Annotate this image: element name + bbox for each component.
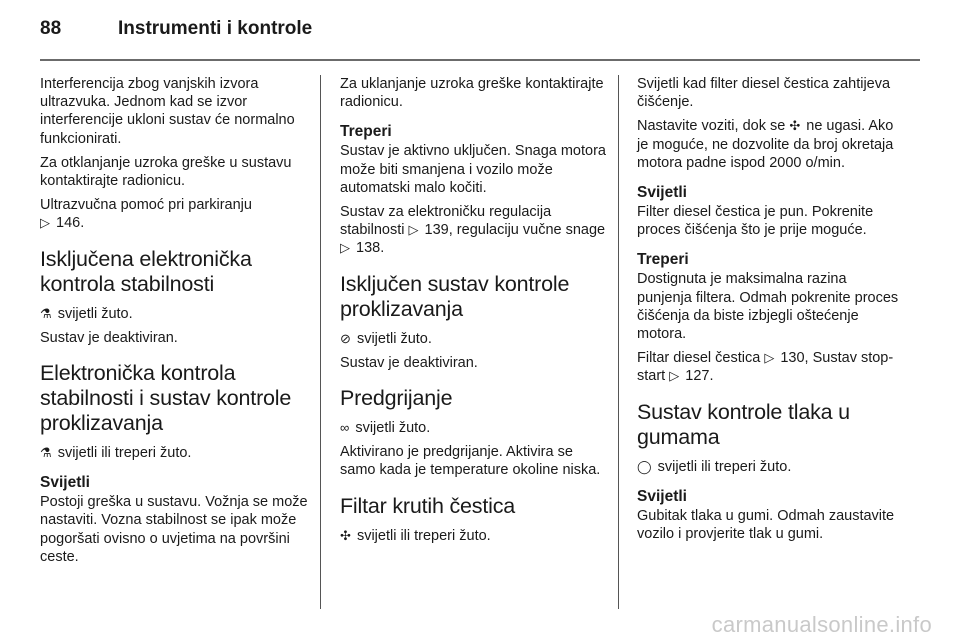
page-link-139[interactable]: 139, regulaciju vučne snage <box>424 222 606 239</box>
text: svijetli žuto. <box>57 305 133 322</box>
paragraph: Svijetli kad filter diesel čestica zahtijeva čišćenje. <box>637 76 891 111</box>
paragraph: Aktivirano je predgrijanje. Aktivira se samo kada je temperature okoline niska. <box>340 444 601 479</box>
section-heading: Filtar krutih čestica <box>340 493 516 518</box>
page-reference-icon: ▷ <box>408 222 419 238</box>
paragraph: Gubitak tlaka u gumi. Odmah zaustavite vozilo i provjerite tlak u gumi. <box>637 507 895 543</box>
page-reference-icon: ▷ <box>40 215 50 231</box>
page-reference-icon: ▷ <box>669 368 680 384</box>
paragraph: Sustav je deaktiviran. <box>340 354 478 371</box>
paragraph <box>40 305 308 323</box>
text: Nastavite voziti, dok se <box>637 118 786 135</box>
paragraph: Za uklanjanje uzroka greške kontaktirajte radionicu. <box>340 76 604 111</box>
page-link-138[interactable]: 138. <box>356 240 385 257</box>
section-heading: Elektronička kontrola stabilnosti i sustav kontrole proklizavanja <box>40 361 292 436</box>
text: svijetli ili treperi žuto. <box>57 445 192 462</box>
text: svijetli žuto. <box>356 330 432 347</box>
text: svijetli žuto. <box>355 420 431 437</box>
paragraph <box>340 203 608 258</box>
text: ne ugasi. Ako je moguće, ne dozvolite da broj okretaja motora padne ispod 2000 o/min. <box>637 118 894 171</box>
paragraph: Sustav je deaktiviran. <box>40 329 178 346</box>
column-divider-1 <box>320 75 321 609</box>
paragraph <box>40 444 308 462</box>
text: Filtar diesel čestica <box>637 350 761 367</box>
glow-plug-icon: ∞ <box>340 420 350 436</box>
watermark: carmanualsonline.info <box>711 612 932 637</box>
page-reference-icon: ▷ <box>764 350 775 366</box>
paragraph <box>340 419 608 437</box>
paragraph <box>637 117 905 172</box>
paragraph <box>637 349 905 385</box>
column-divider-2 <box>618 75 619 609</box>
section-heading: Isključen sustav kontrole proklizavanja <box>340 271 570 321</box>
esc-off-icon: ⚗ <box>40 305 52 321</box>
text: svijetli ili treperi žuto. <box>657 458 792 475</box>
page-number: 88 <box>40 18 62 39</box>
section-heading: Sustav kontrole tlaka u gumama <box>637 399 850 449</box>
text: svijetli ili treperi žuto. <box>356 527 491 544</box>
paragraph: Postoji greška u sustavu. Vožnja se može nastaviti. Vozna stabilnost se ipak može pogoršati ovisno o uvjetima na površini ceste. <box>40 494 308 565</box>
paragraph: Interferencija zbog vanjskih izvora ultrazvuka. Jednom kad se izvor interferencije ukloni sustav će normalno funkcionirati. <box>40 76 295 147</box>
section-heading: Predgrijanje <box>340 386 453 411</box>
chapter-title: Instrumenti i kontrole <box>118 18 313 39</box>
column-2 <box>340 75 608 551</box>
paragraph <box>637 458 905 476</box>
paragraph: Filter diesel čestica je pun. Pokrenite proces čišćenja što je prije moguće. <box>637 204 874 239</box>
page-link-146[interactable]: 146. <box>56 215 85 232</box>
tire-pressure-icon: ◯ <box>637 458 652 474</box>
text: Ultrazvučna pomoć pri parkiranju <box>40 197 252 214</box>
page-reference-icon: ▷ <box>340 240 350 256</box>
traction-off-icon: ⊘ <box>340 330 351 346</box>
paragraph <box>340 330 608 348</box>
header-rule <box>40 59 920 61</box>
esc-icon: ⚗ <box>40 445 52 461</box>
subheading: Svijetli <box>40 474 90 492</box>
column-3 <box>637 75 905 549</box>
subheading: Svijetli <box>637 184 687 202</box>
text: Sustav za elektroničku regulacija stabilnosti <box>340 204 552 239</box>
subheading: Treperi <box>637 251 689 269</box>
section-heading: Isključena elektronička kontrola stabilnosti <box>40 246 252 296</box>
paragraph: Dostignuta je maksimalna razina punjenja filtera. Odmah pokrenite proces čišćenja da biste izbjegli oštećenje motora. <box>637 271 899 343</box>
subheading: Treperi <box>340 123 392 141</box>
page-link-127[interactable]: 127. <box>685 368 714 385</box>
page-link-130[interactable]: 130, Sustav stop-start <box>637 350 894 385</box>
particle-filter-icon: ✣ <box>789 118 801 134</box>
page-header <box>40 18 312 48</box>
paragraph: Sustav je aktivno uključen. Snaga motora može biti smanjena i vozilo može automatski malo kočiti. <box>340 143 606 196</box>
subheading: Svijetli <box>637 487 687 505</box>
paragraph <box>40 196 308 232</box>
column-1 <box>40 75 308 572</box>
paragraph <box>340 527 608 545</box>
paragraph: Za otklanjanje uzroka greške u sustavu kontaktirajte radionicu. <box>40 154 292 190</box>
particle-filter-icon: ✣ <box>340 527 351 543</box>
